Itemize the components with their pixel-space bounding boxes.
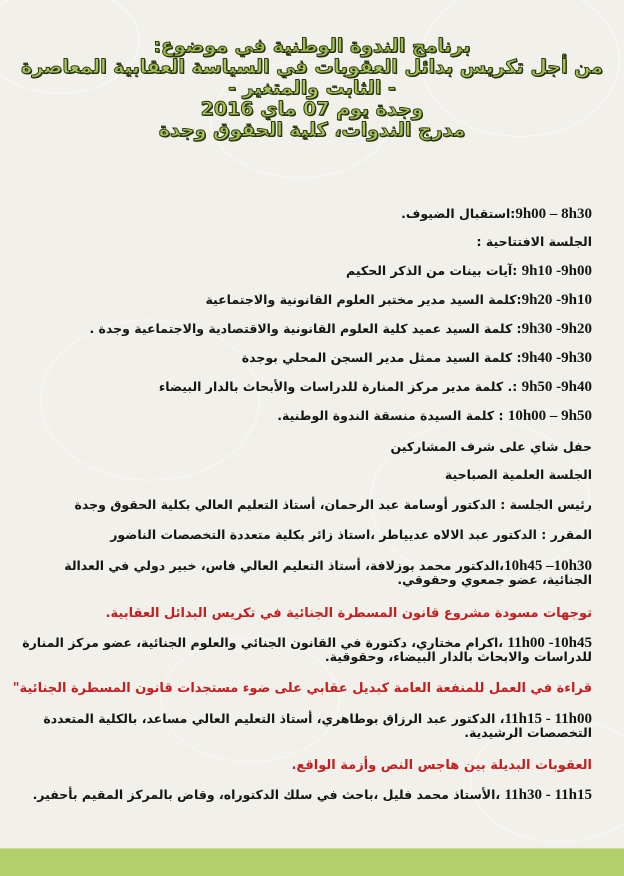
schedule-item-boutahiri [22, 712, 592, 740]
schedule-text: حفل شاي على شرف المشاركين [390, 439, 592, 454]
schedule-time: 11h00 -10h45 [507, 635, 592, 651]
topic-2-title: قراءة في العمل للمنفعة العامة كبديل عقابي على ضوء مستجدات قانون المسطرة الجنائية" [12, 681, 592, 696]
topic-1-title: توجهات مسودة مشروع قانون المسطرة الجنائية في تكريس البدائل العقابية. [105, 606, 592, 621]
schedule-text: : كلمة السيدة منسقة الندوة الوطنية. [277, 408, 508, 423]
schedule-text: ، الدكتور عبد الرزاق بوطاهري، أستاذ التعليم العالي مساعد، بالكلية المتعددة التخصصات الرشيدية. [43, 711, 592, 740]
schedule-time: 9h00 – 8h30 [515, 206, 592, 222]
schedule-text: :. كلمة مدير مركز المنارة للدراسات والأبحاث بالدار البيضاء [158, 379, 522, 394]
schedule-text: : كلمة السيد عميد كلية العلوم القانونية والاقتصادية والاجتماعية وجدة . [89, 321, 522, 336]
title-line-date: وجدة يوم 07 ماي 2016 [200, 98, 424, 120]
schedule-item-quran [22, 264, 592, 278]
schedule-time: 9h20 -9h10 [521, 292, 592, 308]
schedule-time: 11h30 - 11h15 [504, 787, 592, 803]
schedule-item-bouzlafa [22, 559, 592, 587]
schedule-item-almanara-director [22, 380, 592, 394]
session-chair [22, 498, 592, 512]
schedule-item-lab-director [22, 293, 592, 307]
footer-green-bar [0, 848, 624, 876]
schedule-text: :استقبال الضيوف. [401, 206, 516, 221]
title-line-subtitle: - الثابت والمتغير - [228, 77, 396, 99]
schedule-text: ،الدكتور محمد بوزلافة، أستاذ التعليم العالي فاس، خبير دولي في العدالة الجنائية، عضو جمعوي وحقوقي. [64, 558, 592, 587]
session-rapporteur [22, 528, 592, 542]
topic-3-title: العقوبات البديلة بين هاجس النص وأزمة الواقع. [291, 758, 592, 773]
schedule-text: ،الأستاذ محمد فليل ،باحث في سلك الدكتوراه، وقاض بالمركز المقيم بأحفير. [32, 787, 505, 802]
schedule-text: :كلمة السيد مدير مختبر العلوم القانونية والاجتماعية [205, 292, 522, 307]
schedule-time: 10h00 – 9h50 [507, 408, 592, 424]
title-line-venue: مدرج الندوات، كلية الحقوق وجدة [158, 119, 466, 141]
schedule-text: رئيس الجلسة : الدكتور أوسامة عبد الرحمان، أستاذ التعليم العالي بكلية الحقوق وجدة [74, 497, 592, 512]
schedule-text: الجلسة الافتتاحية : [476, 234, 592, 249]
tea-break [22, 440, 592, 454]
schedule-item-coordinator [22, 409, 592, 423]
title-line-program: برنامج الندوة الوطنية في موضوع: [153, 35, 471, 57]
schedule-item-mokhtari [22, 636, 592, 664]
schedule-text: : كلمة السيد ممثل مدير السجن المحلي بوجدة [241, 350, 522, 365]
schedule-time: 9h30 -9h20 [521, 321, 592, 337]
schedule-text: الجلسة العلمية الصباحية [444, 467, 592, 482]
schedule-time: 9h40 -9h30 [521, 350, 592, 366]
schedule-time: 9h10 -9h00 [521, 263, 592, 279]
schedule-time: 11h15 - 11h00 [504, 711, 592, 727]
schedule-item-dean [22, 322, 592, 336]
schedule-text: ،اكرام مختاري، دكتورة في القانون الجنائي والعلوم الجنائية، عضو مركز المنارة للدراسات والابحاث بالدار البيضاء، وحقوقية. [22, 635, 592, 664]
schedule-time: 10h45 –10h30 [504, 558, 592, 574]
schedule-time: 9h50 -9h40 [521, 379, 592, 395]
opening-session-heading [22, 235, 592, 249]
morning-session-heading [22, 468, 592, 482]
schedule-item-reception [22, 207, 592, 221]
program-title-block [0, 36, 624, 141]
title-line-subject: من أجل تكريس بدائل العقوبات في السياسة العقابية المعاصرة [21, 56, 603, 78]
schedule-text: المقرر : الدكتور عبد الالاه عديياطر ،استاذ زائر بكلية متعددة التخصصات الناضور [110, 527, 592, 542]
schedule-text: :آيات بينات من الذكر الحكيم [346, 263, 522, 278]
schedule-item-prison-director [22, 351, 592, 365]
schedule-item-falil [22, 788, 592, 802]
